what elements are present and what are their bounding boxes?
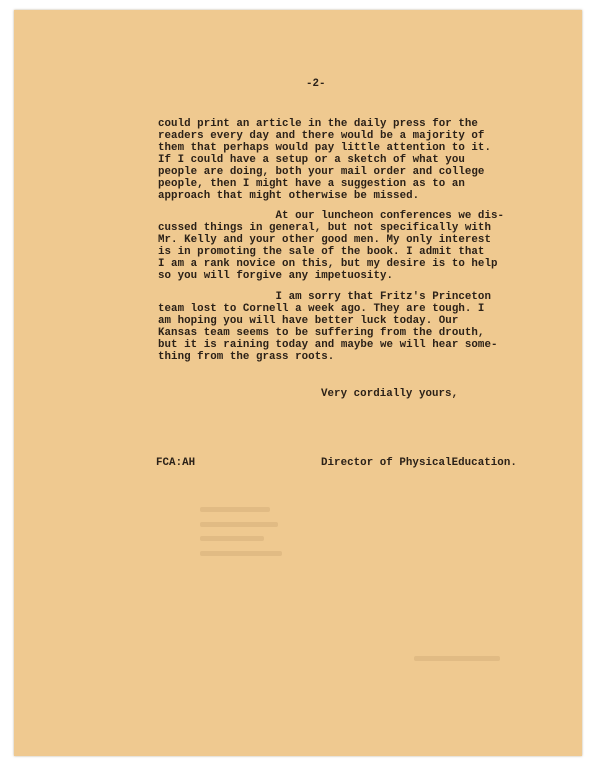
paragraph-line: but it is raining today and maybe we will hear some- (158, 339, 498, 351)
letter-page (14, 10, 582, 756)
paragraph-line: team lost to Cornell a week ago. They are tough. I (158, 303, 485, 315)
paragraph-line: them that perhaps would pay little attention to it. (158, 142, 491, 154)
bleed-through-mark (200, 536, 264, 541)
paragraph-line: Mr. Kelly and your other good men. My only interest (158, 234, 491, 246)
paragraph-line: people, then I might have a suggestion as to an (158, 178, 465, 190)
paragraph-line: people are doing, both your mail order and college (158, 166, 485, 178)
bleed-through-mark (200, 551, 282, 556)
paragraph-line: am hoping you will have better luck today. Our (158, 315, 459, 327)
bleed-through-mark (200, 522, 278, 527)
paragraph-line: Kansas team seems to be suffering from the drouth, (158, 327, 485, 339)
closing: Very cordially yours, (321, 388, 459, 400)
paragraph-line: thing from the grass roots. (158, 351, 335, 363)
typist-initials: FCA:AH (156, 457, 196, 469)
paragraph-line: is in promoting the sale of the book. I admit that (158, 246, 485, 258)
signature-title: Director of PhysicalEducation. (321, 457, 517, 469)
paragraph-line: cussed things in general, but not specifically with (158, 222, 491, 234)
paragraph-line: approach that might otherwise be missed. (158, 190, 420, 202)
paragraph-line: I am a rank novice on this, but my desire is to help (158, 258, 498, 270)
paragraph-line: At our luncheon conferences we dis- (158, 210, 505, 222)
paragraph-line: so you will forgive any impetuosity. (158, 270, 394, 282)
paragraph-line: If I could have a setup or a sketch of what you (158, 154, 465, 166)
paragraph-line: could print an article in the daily press for the (158, 118, 478, 130)
page-number: -2- (306, 78, 326, 90)
bleed-through-mark (200, 507, 270, 512)
paragraph-line: readers every day and there would be a majority of (158, 130, 485, 142)
paragraph-line: I am sorry that Fritz's Princeton (158, 291, 491, 303)
bleed-through-mark (414, 656, 500, 661)
